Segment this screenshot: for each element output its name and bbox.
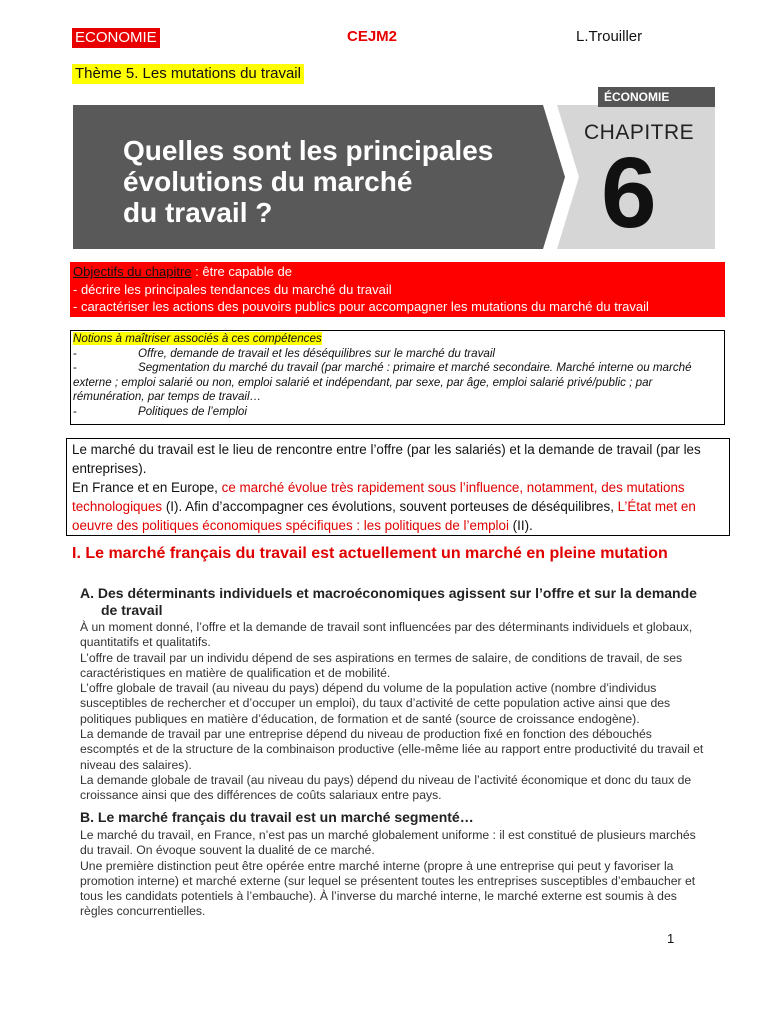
section-heading: I. Le marché français du travail est actuellement un marché en pleine mutation (72, 545, 668, 562)
chapter-title: Quelles sont les principales évolutions du marché du travail ? (123, 135, 494, 228)
chapter-word: CHAPITRE (584, 121, 695, 144)
paragraph: Une première distinction peut être opérée entre marché interne (propre à une entreprise qui peut y favoriser la promotion interne) et marché externe (sur lequel se présentent toutes les entreprises susceptibles d’embaucher et tous les candidats potentiels à l’embauche). À l’inverse du marché interne, le marché externe est soumis à des règles concurrentielles. (80, 858, 696, 919)
notions-box (70, 330, 725, 425)
paragraph: À un moment donné, l’offre et la demande de travail sont influencées par des déterminants individuels et globaux, quantitatifs et qualitatifs. (80, 620, 693, 650)
theme-title: Thème 5. Les mutations du travail (72, 64, 304, 84)
chapter-banner (73, 90, 715, 249)
paragraph: L’offre de travail par un individu dépend de ses aspirations en termes de salaire, de conditions de travail, de ses caractéristiques en matière de qualification et de mobilité. (80, 650, 683, 680)
notions-title: Notions à maîtriser associés à ces compétences (73, 332, 322, 345)
intro-paragraph: Le marché du travail est le lieu de rencontre entre l’offre (par les salariés) et la demande de travail (par les entreprises). (72, 442, 701, 476)
paragraph: Le marché du travail, en France, n’est pas un marché globalement uniforme : il est constitué de plusieurs marchés du travail. On évoque souvent la dualité de ce marché. (80, 828, 696, 858)
notion-item: - Offre, demande de travail et les déséquilibres sur le marché du travail (73, 346, 496, 360)
chapter-number: 6 (601, 137, 657, 249)
intro-box (66, 438, 730, 536)
intro-paragraph: En France et en Europe, ce marché évolue très rapidement sous l’influence, notamment, des mutations technologiques (I). Afin d’accompagner ces évolutions, souvent porteuses de déséquilibres, L’État met en oeuvre des politiques économiques spécifiques : les politiques de l’emploi (II). (72, 480, 696, 533)
objective-item: - caractériser les actions des pouvoirs publics pour accompagner les mutations du marché du travail (73, 299, 649, 314)
notion-item: - Segmentation du marché du travail (par marché : primaire et marché secondaire. Marché interne ou marché (73, 361, 692, 375)
paragraph: La demande de travail par une entreprise dépend du niveau de production fixé en fonction des débouchés escomptés et de la structure de la combinaison productive (elle-même liée au rapport entre productivité du travail et niveau des salaires). (80, 727, 704, 772)
notion-item-continuation: externe ; emploi salarié ou non, emploi salarié et indépendant, par sexe, par âge, emploi salarié privé/public ; par rémunération, par temps de travail… (73, 375, 653, 404)
objectives-title: Objectifs du chapitre (73, 264, 192, 279)
subsection-a-body (80, 620, 706, 804)
author-label: L.Trouiller (576, 28, 643, 45)
objectives-intro: : être capable de (191, 264, 292, 279)
economie-tag: ÉCONOMIE (598, 87, 715, 107)
class-label: CEJM2 (347, 28, 398, 45)
paragraph: L’offre globale de travail (au niveau du pays) dépend du volume de la population active (nombre d’individus susceptibles de rechercher et d’occuper un emploi), du taux d’activité de cette population active ainsi que des politiques publiques en matière d’éducation, de formation et de santé (source de croissance endogène). (80, 681, 671, 726)
paragraph: La demande globale de travail (au niveau du pays) dépend du niveau de l’activité économique et donc du taux de croissance ainsi que des différences de coûts salariaux entre pays. (80, 772, 692, 803)
subsection-b-body (80, 828, 706, 920)
page-number: 1 (667, 931, 675, 946)
subject-label: ECONOMIE (72, 28, 160, 48)
notion-item: - Politiques de l’emploi (73, 404, 247, 418)
subsection-b-heading: B. Le marché français du travail est un marché segmenté… (80, 809, 474, 825)
objectives-box (70, 262, 725, 317)
objective-item: - décrire les principales tendances du marché du travail (73, 281, 392, 297)
subsection-a-heading: A. Des déterminants individuels et macroéconomiques agissent sur l’offre et sur la demande de travail (80, 585, 697, 618)
